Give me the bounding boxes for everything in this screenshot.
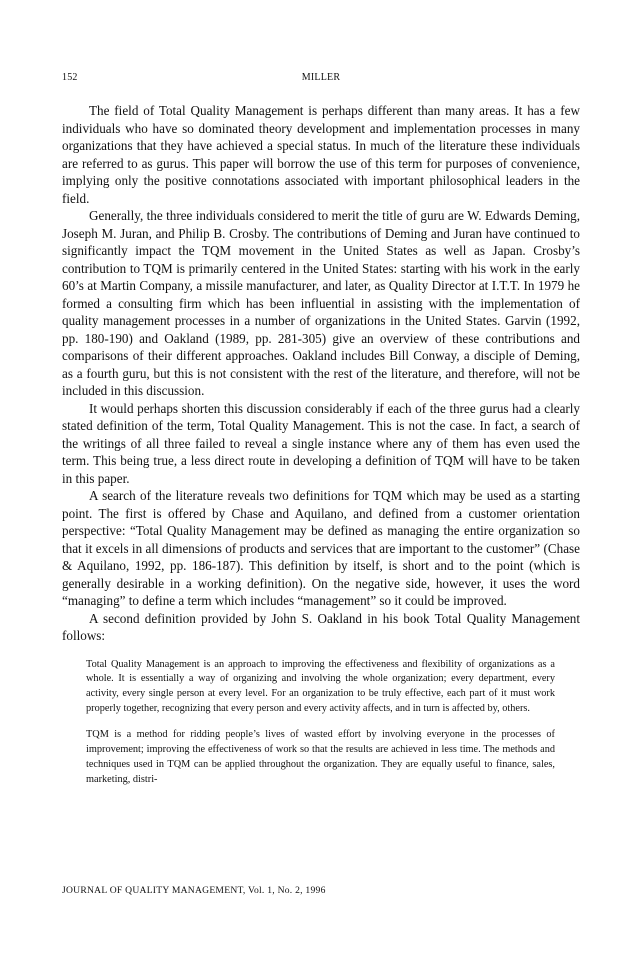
paragraph-three-gurus: Generally, the three individuals considered to merit the title of guru are W. Edwards Deming, Joseph M. Juran, and Philip B. Crosby. The contributions of Deming and Juran have continued to significantly impact the TQM movement in the United States as well as Japan. Crosby’s contribution to TQM is primarily centered in the United States: starting with his work in the early 60’s at Martin Company, a missile manufacturer, and later, as Quality Director at I.T.T. In 1979 he formed a consulting firm which has been influential in assisting with the implementation of quality management processes in a number of organizations in the United States. Garvin (1992, pp. 180-190) and Oakland (1989, pp. 281-305) give an overview of these contributions and comparisons of their different approaches. Oakland includes Bill Conway, a disciple of Deming, as a fourth guru, but this is not consistent with the rest of the literature, and therefore, will not be included in this discussion. (62, 208, 580, 398)
journal-page (62, 72, 580, 788)
paragraph-second-definition-intro: A second definition provided by John S. Oakland in his book Total Quality Management follows: (62, 610, 580, 643)
paragraph-first-definition: A search of the literature reveals two definitions for TQM which may be used as a starting point. The first is offered by Chase and Aquilano, and defined from a customer orientation perspective: “Total Quality Management may be defined as managing the entire organization so that it excels in all dimensions of products and services that are important to the customer” (Chase & Aquilano, 1992, pp. 186-187). This definition by itself, is short and to the point (which is generally desirable in a working definition). On the negative side, however, it uses the word “managing” to define a term which includes “management” so it could be improved. (62, 488, 580, 608)
page-number: 152 (62, 72, 78, 83)
running-header (62, 72, 580, 88)
paragraph-gurus-intro: The field of Total Quality Management is perhaps different than many areas. It has a few individuals who have so dominated theory development and implementation processes in many organizations that they have achieved a special status. In much of the literature these individuals are referred to as gurus. This paper will borrow the use of this term for purposes of convenience, implying only the positive connotations associated with important philosophical leaders in the field. (62, 103, 580, 206)
running-title: MILLER (301, 72, 341, 83)
journal-footer: JOURNAL OF QUALITY MANAGEMENT, Vol. 1, No. 2, 1996 (62, 885, 326, 896)
body-text (62, 102, 580, 788)
block-quote (86, 658, 555, 788)
block-quote-paragraph: Total Quality Management is an approach to improving the effectiveness and flexibility of organizations as a whole. It is essentially a way of organizing and involving the whole organization; every department, every activity, every single person at every level. For an organization to be truly effective, each part of it must work properly together, recognizing that every person and every activity affects, and in turn is affected by, others. (86, 658, 555, 715)
paragraph-no-definition: It would perhaps shorten this discussion considerably if each of the three gurus had a clearly stated definition of the term, Total Quality Management. This is not the case. In fact, a search of the writings of all three failed to reveal a single instance where any of them has even used the term. This being true, a less direct route in developing a definition of TQM will have to be taken in this paper. (62, 400, 580, 486)
block-quote-paragraph: TQM is a method for ridding people’s lives of wasted effort by involving everyone in the processes of improvement; improving the effectiveness of work so that the results are achieved in less time. The methods and techniques used in TQM can be applied throughout the organization. They are equally useful to finance, sales, marketing, distri- (86, 729, 555, 785)
